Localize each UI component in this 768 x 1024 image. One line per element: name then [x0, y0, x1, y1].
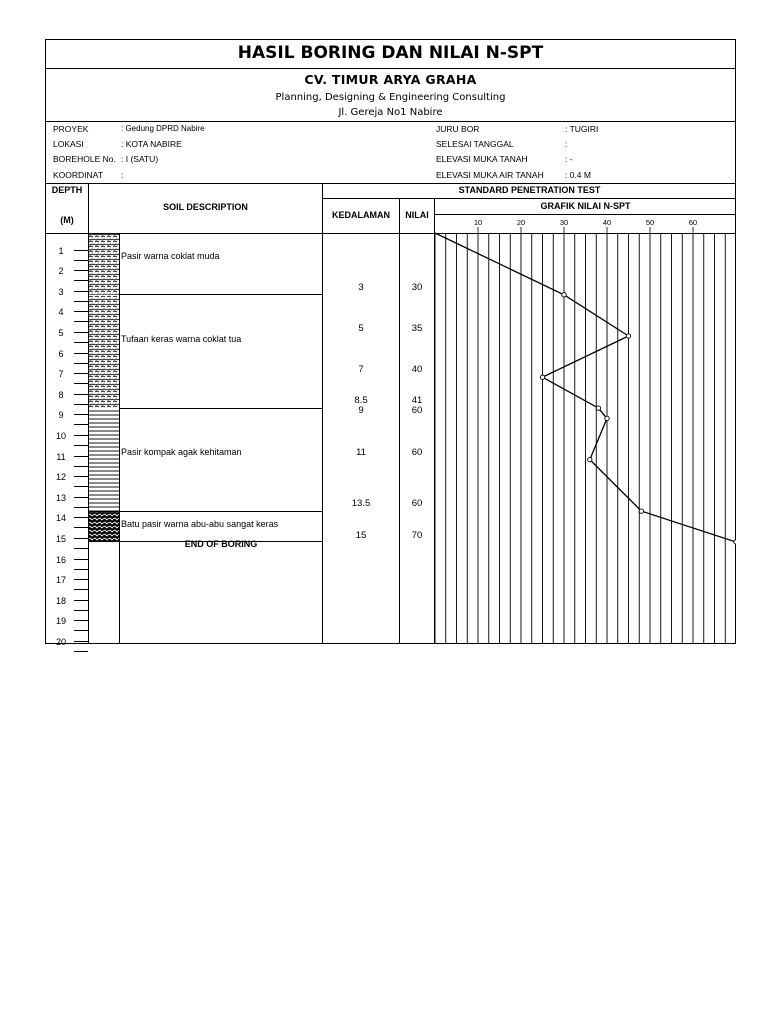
- elevasi-air-label: ELEVASI MUKA AIR TANAH: [436, 170, 544, 180]
- chart-tick-label: 20: [516, 218, 526, 227]
- depth-label: 8: [58, 389, 64, 400]
- selesai-value: :: [565, 139, 568, 149]
- depth-tick: [74, 424, 88, 425]
- soil-layer-pattern: [89, 512, 119, 542]
- depth-label: 16: [55, 554, 66, 565]
- depth-tick: [74, 332, 88, 333]
- nilai-header: NILAI: [405, 210, 429, 220]
- lokasi-value: : KOTA NABIRE: [121, 139, 182, 149]
- depth-tick: [74, 476, 88, 477]
- nspt-data-point: [626, 334, 630, 338]
- depth-label: 12: [55, 472, 66, 483]
- depth-tick: [74, 610, 88, 611]
- soil-layer-description: Tufaan keras warna coklat tua: [121, 334, 242, 344]
- depth-tick: [74, 394, 88, 395]
- depth-tick: [74, 559, 88, 560]
- chart-tick-label: 30: [559, 218, 569, 227]
- kedalaman-value: 15: [355, 530, 367, 541]
- nspt-data-point: [734, 540, 736, 544]
- depth-label: 17: [55, 575, 66, 586]
- depth-tick: [74, 456, 88, 457]
- nilai-value: 41: [411, 395, 423, 406]
- depth-tick: [74, 466, 88, 467]
- nspt-data-point: [639, 509, 643, 513]
- chart-tick-label: 50: [645, 218, 655, 227]
- kedalaman-value: 3: [358, 282, 364, 293]
- selesai-label: SELESAI TANGGAL: [436, 139, 514, 149]
- depth-label: 14: [55, 513, 66, 524]
- koordinat-value: :: [121, 170, 124, 180]
- soil-layer-description: Pasir kompak agak kehitaman: [121, 447, 242, 457]
- proyek-value: : Gedung DPRD Nabire: [121, 124, 205, 133]
- divider: [45, 68, 736, 69]
- depth-label: 18: [55, 595, 66, 606]
- depth-label: 5: [58, 328, 64, 338]
- depth-label: 20: [55, 637, 66, 647]
- proyek-label: PROYEK: [53, 124, 89, 134]
- depth-tick: [74, 445, 88, 446]
- depth-tick: [74, 486, 88, 487]
- spt-header: STANDARD PENETRATION TEST: [458, 185, 601, 195]
- depth-label: 4: [58, 307, 64, 318]
- depth-label: 6: [58, 348, 64, 359]
- layer-boundary: [88, 511, 322, 512]
- kedalaman-value: 13.5: [351, 498, 371, 509]
- elevasi-air-value: : 0.4 M: [565, 170, 591, 180]
- depth-tick: [74, 414, 88, 415]
- kedalaman-value: 8.5: [354, 395, 368, 406]
- depth-tick: [74, 569, 88, 570]
- nspt-data-point: [540, 375, 544, 379]
- soil-layer-pattern: [89, 409, 119, 511]
- soil-layer-description: Pasir warna coklat muda: [121, 251, 220, 261]
- depth-tick: [74, 538, 88, 539]
- depth-tick: [74, 321, 88, 322]
- nilai-value: 70: [411, 530, 423, 541]
- depth-tick: [74, 353, 88, 354]
- depth-tick: [74, 291, 88, 292]
- depth-label: 7: [58, 369, 64, 380]
- depth-tick: [74, 548, 88, 549]
- depth-label: 3: [58, 286, 64, 297]
- chart-tick-label: 40: [602, 218, 612, 227]
- jurubor-value: : TUGIRI: [565, 124, 599, 134]
- end-of-boring-label: END OF BORING: [184, 539, 258, 549]
- depth-tick: [74, 301, 88, 302]
- depth-label: 9: [58, 410, 64, 421]
- depth-label: 15: [55, 534, 66, 544]
- depth-tick: [74, 280, 88, 281]
- jurubor-label: JURU BOR: [436, 124, 480, 134]
- nspt-data-point: [596, 406, 600, 410]
- depth-tick: [74, 260, 88, 261]
- nspt-data-point: [588, 457, 592, 461]
- nilai-value: 30: [411, 282, 423, 293]
- depth-label: 2: [58, 266, 64, 277]
- depth-tick: [74, 383, 88, 384]
- soil-layer-description: Batu pasir warna abu-abu sangat keras: [121, 519, 279, 529]
- depth-tick: [74, 579, 88, 580]
- nilai-value: 40: [411, 364, 423, 375]
- divider: [45, 183, 736, 184]
- kedalaman-header: KEDALAMAN: [332, 210, 390, 220]
- depth-label: 11: [56, 451, 66, 462]
- depth-tick: [74, 435, 88, 436]
- borehole-label: BOREHOLE No.: [53, 154, 116, 164]
- chart-tick-label: 60: [688, 218, 698, 227]
- depth-tick: [74, 270, 88, 271]
- depth-tick: [74, 497, 88, 498]
- depth-tick: [74, 600, 88, 601]
- column-line: [399, 198, 400, 644]
- report-title: HASIL BORING DAN NILAI N-SPT: [237, 43, 544, 63]
- depth-tick: [74, 589, 88, 590]
- depth-header: DEPTH: [51, 185, 83, 195]
- depth-tick: [74, 311, 88, 312]
- nilai-value: 60: [411, 498, 423, 509]
- nilai-value: 35: [411, 323, 423, 334]
- depth-label: 1: [58, 245, 64, 256]
- depth-tick: [74, 651, 88, 652]
- company-subtitle: Planning, Designing & Engineering Consulting: [275, 92, 506, 103]
- divider: [323, 198, 736, 199]
- soil-description-header: SOIL DESCRIPTION: [163, 202, 248, 212]
- depth-tick: [74, 404, 88, 405]
- depth-label: 13: [55, 492, 66, 503]
- depth-unit-header: (M): [60, 215, 74, 225]
- depth-tick: [74, 342, 88, 343]
- depth-tick: [74, 630, 88, 631]
- grafik-header: GRAFIK NILAI N-SPT: [540, 201, 631, 211]
- kedalaman-value: 7: [358, 364, 364, 375]
- lokasi-label: LOKASI: [53, 139, 84, 149]
- depth-tick: [74, 517, 88, 518]
- depth-label: 19: [55, 616, 66, 627]
- company-address: Jl. Gereja No1 Nabire: [338, 107, 443, 118]
- depth-tick: [74, 507, 88, 508]
- chart-tick-label: 10: [473, 218, 483, 227]
- nspt-data-point: [562, 293, 566, 297]
- borehole-value: : I (SATU): [121, 154, 159, 164]
- depth-label: 10: [55, 431, 66, 441]
- depth-tick: [74, 620, 88, 621]
- kedalaman-value: 9: [358, 405, 364, 416]
- depth-tick: [74, 250, 88, 251]
- layer-boundary: [119, 408, 322, 409]
- koordinat-label: KOORDINAT: [53, 170, 103, 180]
- soil-layer-pattern: [89, 234, 119, 295]
- soil-log-column: [88, 233, 120, 644]
- layer-boundary: [119, 294, 322, 295]
- nspt-data-point: [605, 416, 609, 420]
- company-name: CV. TIMUR ARYA GRAHA: [304, 72, 477, 87]
- elevasi-tanah-label: ELEVASI MUKA TANAH: [436, 154, 528, 164]
- depth-tick: [74, 373, 88, 374]
- depth-tick: [74, 527, 88, 528]
- depth-tick: [74, 641, 88, 642]
- kedalaman-value: 11: [356, 447, 366, 458]
- soil-layer-pattern: [89, 296, 119, 408]
- nilai-value: 60: [411, 447, 423, 458]
- kedalaman-value: 5: [358, 323, 364, 334]
- nspt-chart: [435, 214, 736, 644]
- divider: [45, 121, 736, 122]
- nilai-value: 60: [411, 405, 423, 416]
- depth-tick: [74, 363, 88, 364]
- elevasi-tanah-value: : -: [565, 154, 573, 164]
